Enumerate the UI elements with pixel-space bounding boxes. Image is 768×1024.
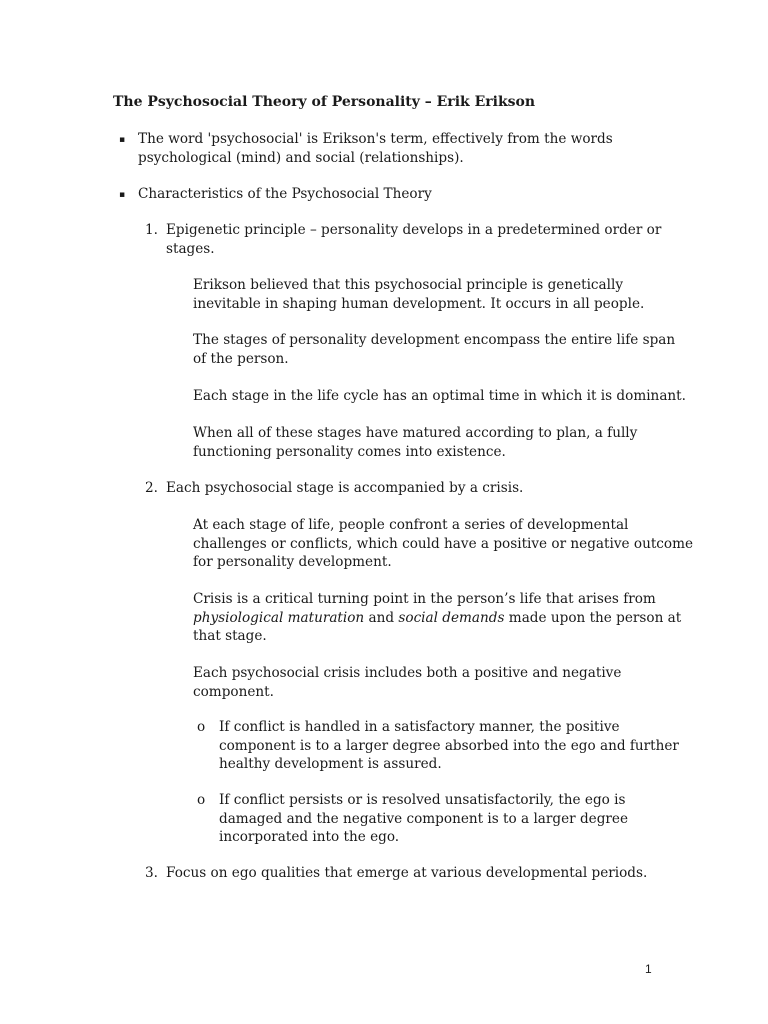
paragraph: Erikson believed that this psychosocial principle is genetically inevitable in shaping human development. It occurs in all people. — [193, 277, 645, 312]
paragraph: Each stage in the life cycle has an optimal time in which it is dominant. — [193, 388, 686, 404]
document-title: The Psychosocial Theory of Personality – Erik Erikson — [113, 94, 536, 110]
list-item-crisis: Each psychosocial stage is accompanied by a crisis. — [166, 480, 524, 496]
page-number: 1 — [645, 962, 652, 976]
square-bullet-icon: ▪ — [119, 190, 126, 200]
paragraph: The stages of personality development encompass the entire life span of the person. — [193, 332, 676, 367]
paragraph: Crisis is a critical turning point in the person’s life that arises from physiological maturation and social demands made upon the person at that stage. — [193, 591, 682, 644]
list-number: 1. — [145, 222, 158, 238]
circle-bullet-icon: o — [197, 719, 206, 735]
paragraph: Each psychosocial crisis includes both a positive and negative component. — [193, 665, 622, 700]
sub-bullet-unsatisfactory: If conflict persists or is resolved unsatisfactorily, the ego is damaged and the negative component is to a larger degree incorporated into the ego. — [219, 792, 629, 845]
list-item-ego-qualities: Focus on ego qualities that emerge at various developmental periods. — [166, 865, 648, 881]
bullet-item-characteristics: Characteristics of the Psychosocial Theory — [138, 186, 432, 202]
italic-term: social demands — [398, 609, 505, 626]
circle-bullet-icon: o — [197, 792, 206, 808]
paragraph: At each stage of life, people confront a series of developmental challenges or conflicts, which could have a positive or negative outcome for personality development. — [193, 517, 694, 570]
paragraph: When all of these stages have matured according to plan, a fully functioning personality comes into existence. — [193, 425, 638, 460]
italic-term: physiological maturation — [193, 609, 365, 626]
sub-bullet-satisfactory: If conflict is handled in a satisfactory manner, the positive component is to a larger degree absorbed into the ego and further healthy development is assured. — [219, 719, 679, 772]
list-number: 2. — [145, 480, 158, 496]
square-bullet-icon: ▪ — [119, 135, 126, 145]
list-item-epigenetic-principle: Epigenetic principle – personality develops in a predetermined order or stages. — [166, 222, 662, 257]
bullet-item-psychosocial-term: The word 'psychosocial' is Erikson's term, effectively from the words psychological (mind) and social (relationships). — [138, 131, 613, 166]
list-number: 3. — [145, 865, 158, 881]
